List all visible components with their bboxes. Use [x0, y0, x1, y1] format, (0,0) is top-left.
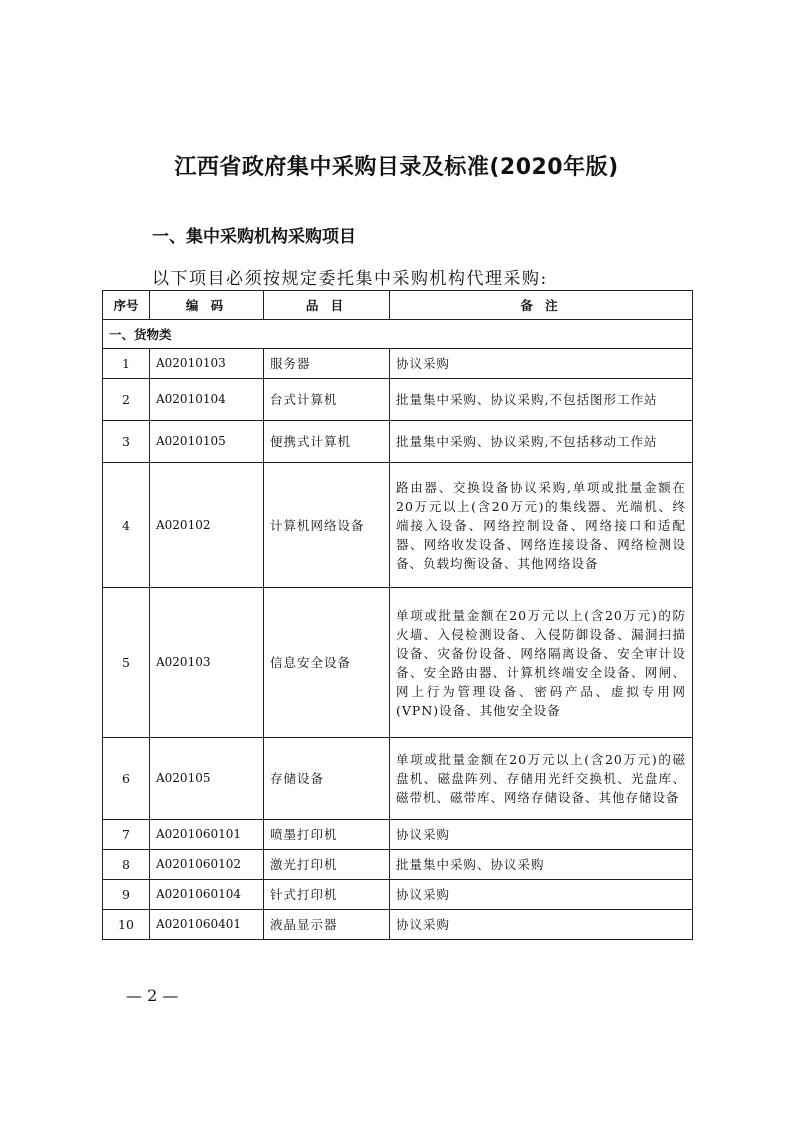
- row-code: A020103: [150, 588, 264, 738]
- category-row: [103, 320, 693, 349]
- table-header-row: [103, 291, 693, 320]
- row-number: 4: [103, 463, 150, 588]
- row-number: 2: [103, 379, 150, 421]
- row-item: 台式计算机: [264, 379, 390, 421]
- page-number: — 2 —: [126, 986, 179, 1005]
- row-code: A02010104: [150, 379, 264, 421]
- row-code: A0201060401: [150, 910, 264, 940]
- row-note: 协议采购: [390, 349, 693, 379]
- row-code: A02010103: [150, 349, 264, 379]
- row-code: A0201060104: [150, 880, 264, 910]
- row-code: A020102: [150, 463, 264, 588]
- category-label: 一、货物类: [103, 320, 693, 349]
- row-number: 7: [103, 820, 150, 850]
- table-row: [103, 910, 693, 940]
- row-item: 激光打印机: [264, 850, 390, 880]
- row-item: 存储设备: [264, 738, 390, 820]
- row-note: 单项或批量金额在20万元以上(含20万元)的磁盘机、磁盘阵列、存储用光纤交换机、光盘库、磁带机、磁带库、网络存储设备、其他存储设备: [390, 738, 693, 820]
- row-number: 8: [103, 850, 150, 880]
- header-code: 编 码: [150, 291, 264, 320]
- row-item: 液晶显示器: [264, 910, 390, 940]
- row-note: 协议采购: [390, 910, 693, 940]
- section-heading: 一、集中采购机构采购项目: [152, 227, 356, 247]
- table-row: [103, 850, 693, 880]
- table-row: [103, 880, 693, 910]
- table-row: [103, 463, 693, 588]
- table-row: [103, 738, 693, 820]
- row-note: 批量集中采购、协议采购,不包括移动工作站: [390, 421, 693, 463]
- row-item: 信息安全设备: [264, 588, 390, 738]
- table-row: [103, 588, 693, 738]
- row-note: 协议采购: [390, 880, 693, 910]
- row-item: 针式打印机: [264, 880, 390, 910]
- row-code: A0201060102: [150, 850, 264, 880]
- row-item: 计算机网络设备: [264, 463, 390, 588]
- row-note: 单项或批量金额在20万元以上(含20万元)的防火墙、入侵检测设备、入侵防御设备、漏洞扫描设备、灾备份设备、网络隔离设备、安全审计设备、安全路由器、计算机终端安全设备、网闸、网上行为管理设备、密码产品、虚拟专用网(VPN)设备、其他安全设备: [390, 588, 693, 738]
- header-note: 备 注: [390, 291, 693, 320]
- intro-text: 以下项目必须按规定委托集中采购机构代理采购:: [152, 269, 548, 289]
- row-item: 喷墨打印机: [264, 820, 390, 850]
- row-code: A0201060101: [150, 820, 264, 850]
- table-row: [103, 349, 693, 379]
- row-item: 服务器: [264, 349, 390, 379]
- document-title: 江西省政府集中采购目录及标准(2020年版): [174, 155, 619, 180]
- row-note: 批量集中采购、协议采购: [390, 850, 693, 880]
- row-number: 1: [103, 349, 150, 379]
- row-code: A020105: [150, 738, 264, 820]
- table-row: [103, 421, 693, 463]
- table-row: [103, 379, 693, 421]
- header-item: 品 目: [264, 291, 390, 320]
- table-row: [103, 820, 693, 850]
- header-no: 序号: [103, 291, 150, 320]
- row-number: 3: [103, 421, 150, 463]
- row-code: A02010105: [150, 421, 264, 463]
- row-note: 协议采购: [390, 820, 693, 850]
- row-item: 便携式计算机: [264, 421, 390, 463]
- row-number: 5: [103, 588, 150, 738]
- row-note: 批量集中采购、协议采购,不包括图形工作站: [390, 379, 693, 421]
- row-number: 10: [103, 910, 150, 940]
- row-number: 6: [103, 738, 150, 820]
- procurement-catalog-table: [102, 290, 693, 940]
- row-number: 9: [103, 880, 150, 910]
- row-note: 路由器、交换设备协议采购,单项或批量金额在20万元以上(含20万元)的集线器、光端机、终端接入设备、网络控制设备、网络接口和适配器、网络收发设备、网络连接设备、网络检测设备、负载均衡设备、其他网络设备: [390, 463, 693, 588]
